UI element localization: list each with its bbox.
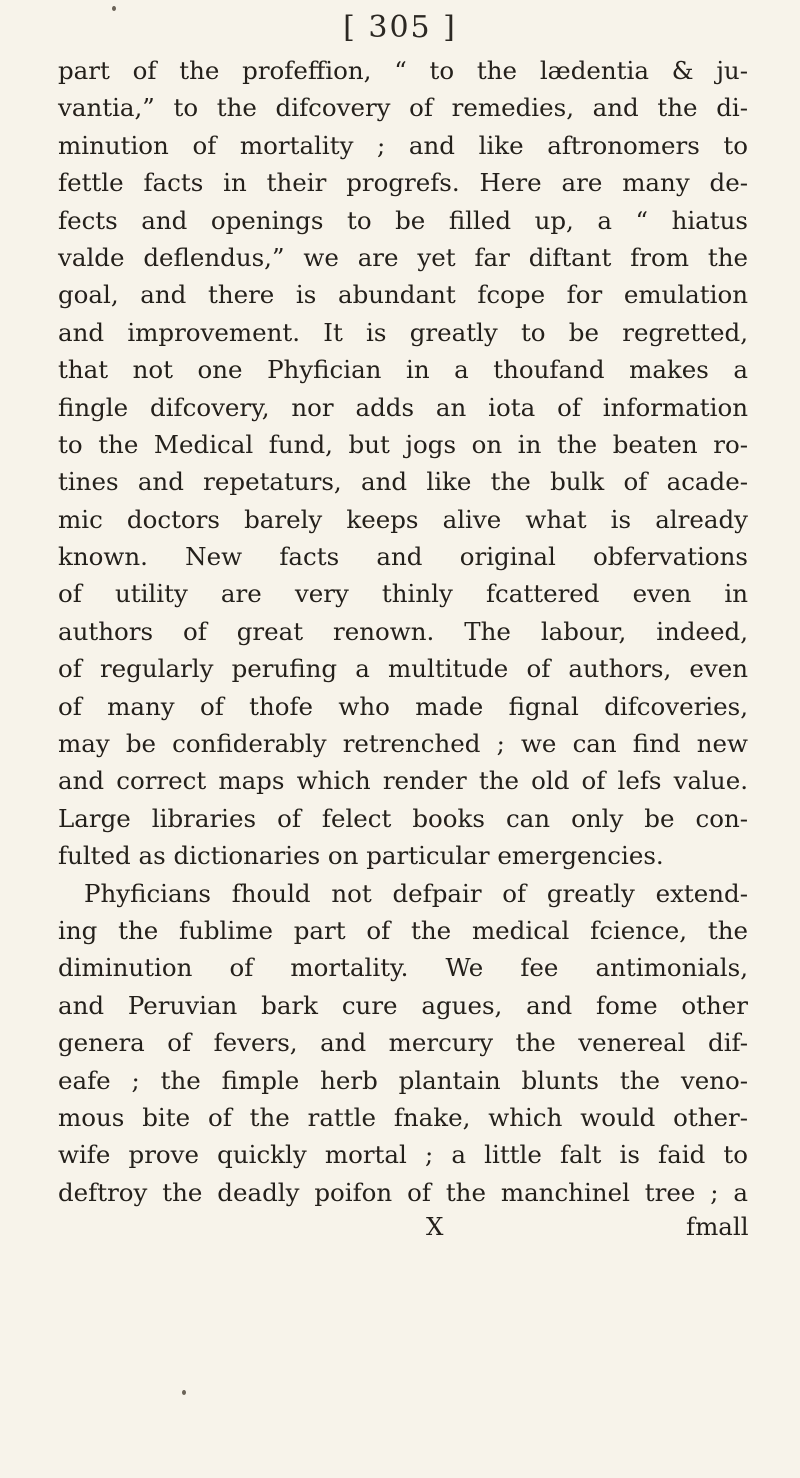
text-line: fingle difcovery, nor adds an iota of information [58, 392, 748, 422]
paragraph-first-line: Phyficians fhould not defpair of greatly extend- [84, 878, 748, 908]
page-footer [0, 1208, 800, 1245]
text-line: to the Medical fund, but jogs on in the beaten ro- [58, 429, 748, 459]
text-line: part of the profeffion, “ to the lædentia & ju- [58, 56, 748, 85]
text-line: diminution of mortality. We fee antimonials, [58, 953, 748, 983]
text-line: wife prove quickly mortal ; a little falt is faid to [58, 1140, 748, 1170]
text-line: and improvement. It is greatly to be regretted, [58, 317, 748, 347]
text-line: and correct maps which render the old of lefs value. [58, 766, 748, 796]
text-line: fettle facts in their progrefs. Here are many de- [58, 168, 748, 198]
text-line: Large libraries of felect books can only be con- [58, 803, 748, 833]
body-text [58, 52, 748, 1211]
text-line: vantia,” to the difcovery of remedies, and the di- [58, 93, 748, 123]
text-line: goal, and there is abundant fcope for emulation [58, 280, 748, 310]
text-line: of many of thofe who made fignal difcoveries, [58, 691, 748, 721]
text-line: tines and repetaturs, and like the bulk of acade- [58, 467, 748, 497]
page-number: [ 305 ] [343, 10, 457, 45]
text-line: mous bite of the rattle fnake, which would other- [58, 1102, 748, 1132]
text-line: deftroy the deadly poifon of the manchinel tree ; a [58, 1177, 748, 1207]
text-line: authors of great renown. The labour, indeed, [58, 616, 748, 646]
text-line: may be confiderably retrenched ; we can find new [58, 729, 748, 759]
catchword: fmall [686, 1212, 749, 1241]
text-line: fulted as dictionaries on particular emergencies. [58, 841, 664, 871]
paper-speck [182, 1390, 186, 1395]
paper-speck [112, 6, 116, 11]
signature-mark: X [426, 1212, 444, 1241]
text-line: minution of mortality ; and like aftronomers to [58, 130, 748, 160]
text-line: that not one Phyfician in a thoufand makes a [58, 355, 748, 385]
text-line: valde deflendus,” we are yet far diftant from the [58, 242, 748, 272]
text-line: eafe ; the fimple herb plantain blunts the veno- [58, 1065, 748, 1095]
text-line: fects and openings to be filled up, a “ hiatus [58, 205, 748, 235]
text-line: ing the fublime part of the medical fcience, the [58, 915, 748, 945]
text-line: of regularly perufing a multitude of authors, even [58, 654, 748, 684]
text-line: known. New facts and original obfervations [58, 542, 748, 572]
text-line: of utility are very thinly fcattered even in [58, 579, 748, 609]
text-line: mic doctors barely keeps alive what is already [58, 504, 748, 534]
text-line: genera of fevers, and mercury the venereal dif- [58, 1028, 748, 1058]
text-line: and Peruvian bark cure agues, and fome other [58, 990, 748, 1020]
